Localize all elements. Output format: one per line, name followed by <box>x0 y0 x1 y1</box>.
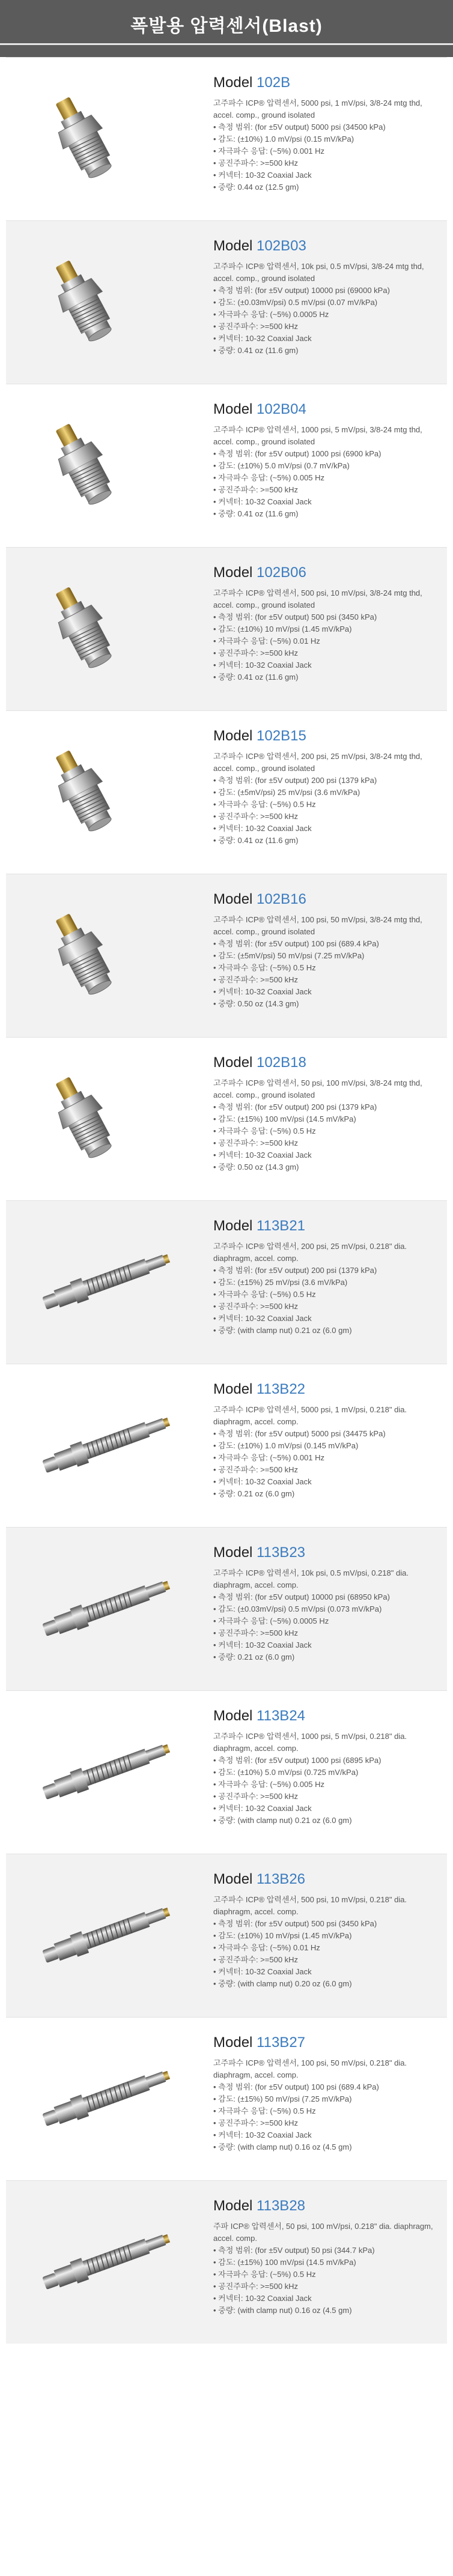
spec-item: • 자극파수 응답: (~5%) 0.5 Hz <box>213 2269 442 2281</box>
product-description-block <box>213 97 442 193</box>
product-description: 고주파수 ICP® 압력센서, 10k psi, 0.5 mV/psi, 3/8-24 mtg thd, accel. comp., ground isolated <box>213 262 424 283</box>
model-code: 102B18 <box>257 1054 306 1071</box>
spec-list <box>213 2245 442 2317</box>
spec-item: • 감도: (±15%) 25 mV/psi (3.6 mV/kPa) <box>213 1277 442 1289</box>
sensor-image <box>29 1062 149 1179</box>
spec-item: • 공진주파수: >=500 kHz <box>213 321 442 333</box>
spec-list <box>213 1918 442 1990</box>
spec-item: • 중량: 0.41 oz (11.6 gm) <box>213 835 442 847</box>
spec-item: • 커넥터: 10-32 Coaxial Jack <box>213 1639 442 1651</box>
header-divider <box>0 43 453 45</box>
spec-item: • 커넥터: 10-32 Coaxial Jack <box>213 1476 442 1488</box>
sensor-image <box>29 408 149 525</box>
spec-item: • 자극파수 응답: (~5%) 0.0005 Hz <box>213 1615 442 1627</box>
spec-item: • 측정 범위: (for ±5V output) 1000 psi (6900 kPa) <box>213 448 442 460</box>
product-description: 고주파수 ICP® 압력센서, 200 psi, 25 mV/psi, 0.218" dia. diaphragm, accel. comp. <box>213 1242 407 1263</box>
model-heading <box>213 238 306 255</box>
model-heading <box>213 564 306 581</box>
spec-item: • 공진주파수: >=500 kHz <box>213 2281 442 2293</box>
spec-item: • 측정 범위: (for ±5V output) 5000 psi (34475 kPa) <box>213 1428 442 1440</box>
model-prefix: Model <box>213 891 257 907</box>
spec-item: • 중량: 0.41 oz (11.6 gm) <box>213 508 442 520</box>
probe-pressure-sensor-icon <box>29 1388 185 1502</box>
product-description-block <box>213 587 442 683</box>
model-heading <box>213 2198 305 2215</box>
spec-item: • 측정 범위: (for ±5V output) 100 psi (689.4 kPa) <box>213 2081 442 2093</box>
spec-item: • 감도: (±15%) 50 mV/psi (7.25 mV/kPa) <box>213 2093 442 2105</box>
model-heading <box>213 1544 305 1561</box>
spec-item: • 감도: (±5mV/psi) 50 mV/psi (7.25 mV/kPa) <box>213 950 442 962</box>
sensor-image <box>29 245 149 362</box>
model-code: 113B21 <box>257 1218 306 1234</box>
spec-item: • 자극파수 응답: (~5%) 0.001 Hz <box>213 1452 442 1464</box>
spec-item: • 중량: 0.50 oz (14.3 gm) <box>213 998 442 1010</box>
spec-item: • 자극파수 응답: (~5%) 0.5 Hz <box>213 1289 442 1301</box>
model-heading <box>213 1708 305 1725</box>
spec-item: • 중량: 0.21 oz (6.0 gm) <box>213 1651 442 1663</box>
spec-item: • 커넥터: 10-32 Coaxial Jack <box>213 1149 442 1161</box>
product-card-102b <box>6 57 447 220</box>
product-description: 고주파수 ICP® 압력센서, 100 psi, 50 mV/psi, 3/8-24 mtg thd, accel. comp., ground isolated <box>213 915 422 936</box>
spec-item: • 측정 범위: (for ±5V output) 200 psi (1379 kPa) <box>213 775 442 787</box>
product-description: 고주파수 ICP® 압력센서, 10k psi, 0.5 mV/psi, 0.218" dia. diaphragm, accel. comp. <box>213 1568 409 1589</box>
model-code: 102B15 <box>257 728 306 744</box>
product-card-102b03 <box>6 220 447 384</box>
product-description: 고주파수 ICP® 압력센서, 500 psi, 10 mV/psi, 0.218" dia. diaphragm, accel. comp. <box>213 1895 407 1916</box>
spec-item: • 커넥터: 10-32 Coaxial Jack <box>213 333 442 345</box>
product-description: 고주파수 ICP® 압력센서, 50 psi, 100 mV/psi, 3/8-24 mtg thd, accel. comp., ground isolated <box>213 1078 422 1099</box>
model-prefix: Model <box>213 2034 257 2051</box>
model-prefix: Model <box>213 401 257 417</box>
spec-item: • 공진주파수: >=500 kHz <box>213 2117 442 2129</box>
spec-list <box>213 1428 442 1500</box>
model-prefix: Model <box>213 728 257 744</box>
model-code: 113B28 <box>257 2198 306 2214</box>
spec-item: • 커넥터: 10-32 Coaxial Jack <box>213 496 442 508</box>
model-code: 102B <box>257 74 291 91</box>
spec-item: • 커넥터: 10-32 Coaxial Jack <box>213 1803 442 1815</box>
spec-item: • 감도: (±10%) 5.0 mV/psi (0.7 mV/kPa) <box>213 460 442 472</box>
probe-pressure-sensor-icon <box>29 2205 185 2319</box>
spec-list <box>213 1591 442 1663</box>
spec-item: • 커넥터: 10-32 Coaxial Jack <box>213 1313 442 1325</box>
spec-item: • 커넥터: 10-32 Coaxial Jack <box>213 659 442 671</box>
spec-item: • 공진주파수: >=500 kHz <box>213 1464 442 1476</box>
threaded-pressure-sensor-icon <box>29 82 149 196</box>
spec-item: • 측정 범위: (for ±5V output) 10000 psi (68950 kPa) <box>213 1591 442 1603</box>
threaded-pressure-sensor-icon <box>29 898 149 1012</box>
spec-item: • 공진주파수: >=500 kHz <box>213 974 442 986</box>
spec-item: • 자극파수 응답: (~5%) 0.5 Hz <box>213 799 442 811</box>
spec-item: • 측정 범위: (for ±5V output) 100 psi (689.4 kPa) <box>213 938 442 950</box>
product-description-block <box>213 1077 442 1173</box>
product-description-block <box>213 1894 442 1990</box>
model-prefix: Model <box>213 238 257 254</box>
model-heading <box>213 1054 306 1071</box>
model-code: 113B24 <box>257 1708 306 1724</box>
product-description: 고주파수 ICP® 압력센서, 1000 psi, 5 mV/psi, 0.218" dia. diaphragm, accel. comp. <box>213 1732 407 1753</box>
sensor-image <box>29 572 149 689</box>
threaded-pressure-sensor-icon <box>29 408 149 522</box>
model-code: 102B04 <box>257 401 306 417</box>
spec-item: • 측정 범위: (for ±5V output) 50 psi (344.7 kPa) <box>213 2245 442 2257</box>
spec-item: • 커넥터: 10-32 Coaxial Jack <box>213 2129 442 2141</box>
product-card-113b26 <box>6 1854 447 2017</box>
sensor-image <box>29 1878 185 1995</box>
product-description-block <box>213 1567 442 1663</box>
model-code: 102B06 <box>257 564 306 581</box>
threaded-pressure-sensor-icon <box>29 735 149 849</box>
product-description-block <box>213 424 442 520</box>
model-code: 113B22 <box>257 1381 306 1397</box>
model-heading <box>213 891 306 908</box>
product-description-block <box>213 1404 442 1500</box>
spec-item: • 감도: (±10%) 10 mV/psi (1.45 mV/kPa) <box>213 1930 442 1942</box>
spec-list <box>213 1101 442 1173</box>
model-code: 113B26 <box>257 1871 306 1887</box>
spec-item: • 자극파수 응답: (~5%) 0.0005 Hz <box>213 309 442 321</box>
model-heading <box>213 1871 305 1888</box>
spec-list <box>213 938 442 1010</box>
sensor-image <box>29 1225 185 1342</box>
sensor-image <box>29 82 149 199</box>
product-description-block <box>213 1241 442 1337</box>
spec-item: • 자극파수 응답: (~5%) 0.005 Hz <box>213 1779 442 1791</box>
product-card-102b18 <box>6 1037 447 1200</box>
spec-item: • 공진주파수: >=500 kHz <box>213 1954 442 1966</box>
spec-list <box>213 448 442 520</box>
model-prefix: Model <box>213 1871 257 1887</box>
spec-item: • 커넥터: 10-32 Coaxial Jack <box>213 986 442 998</box>
model-prefix: Model <box>213 1381 257 1397</box>
product-description: 주파 ICP® 압력센서, 50 psi, 100 mV/psi, 0.218" dia. diaphragm, accel. comp. <box>213 2222 433 2243</box>
spec-item: • 중량: 0.41 oz (11.6 gm) <box>213 345 442 357</box>
spec-list <box>213 1755 442 1827</box>
spec-item: • 중량: (with clamp nut) 0.20 oz (6.0 gm) <box>213 1978 442 1990</box>
spec-item: • 공진주파수: >=500 kHz <box>213 1137 442 1149</box>
spec-item: • 측정 범위: (for ±5V output) 200 psi (1379 kPa) <box>213 1265 442 1277</box>
spec-list <box>213 121 442 193</box>
model-prefix: Model <box>213 2198 257 2214</box>
product-description-block <box>213 1731 442 1827</box>
sensor-image <box>29 1715 185 1832</box>
probe-pressure-sensor-icon <box>29 1225 185 1339</box>
sensor-image <box>29 1552 185 1669</box>
spec-list <box>213 285 442 357</box>
product-card-113b23 <box>6 1527 447 1690</box>
sensor-image <box>29 1388 185 1505</box>
spec-item: • 공진주파수: >=500 kHz <box>213 1791 442 1803</box>
spec-item: • 공진주파수: >=500 kHz <box>213 1301 442 1313</box>
product-card-113b21 <box>6 1200 447 1364</box>
spec-item: • 중량: 0.41 oz (11.6 gm) <box>213 671 442 683</box>
sensor-image <box>29 898 149 1015</box>
spec-item: • 측정 범위: (for ±5V output) 200 psi (1379 kPa) <box>213 1101 442 1113</box>
spec-item: • 공진주파수: >=500 kHz <box>213 157 442 169</box>
model-heading <box>213 401 306 418</box>
product-card-113b24 <box>6 1690 447 1854</box>
model-code: 113B23 <box>257 1544 306 1561</box>
spec-item: • 커넥터: 10-32 Coaxial Jack <box>213 169 442 181</box>
model-code: 113B27 <box>257 2034 306 2051</box>
model-prefix: Model <box>213 1054 257 1071</box>
spec-item: • 측정 범위: (for ±5V output) 500 psi (3450 kPa) <box>213 611 442 623</box>
sensor-image <box>29 2042 185 2159</box>
product-card-102b15 <box>6 710 447 874</box>
product-description: 고주파수 ICP® 압력센서, 500 psi, 10 mV/psi, 3/8-24 mtg thd, accel. comp., ground isolated <box>213 588 422 609</box>
product-description: 고주파수 ICP® 압력센서, 5000 psi, 1 mV/psi, 3/8-24 mtg thd, accel. comp., ground isolated <box>213 98 422 119</box>
spec-item: • 측정 범위: (for ±5V output) 500 psi (3450 kPa) <box>213 1918 442 1930</box>
spec-item: • 측정 범위: (for ±5V output) 10000 psi (69000 kPa) <box>213 285 442 297</box>
spec-item: • 자극파수 응답: (~5%) 0.01 Hz <box>213 635 442 647</box>
spec-item: • 커넥터: 10-32 Coaxial Jack <box>213 823 442 835</box>
spec-item: • 감도: (±15%) 100 mV/psi (14.5 mV/kPa) <box>213 2257 442 2269</box>
spec-list <box>213 2081 442 2153</box>
spec-item: • 측정 범위: (for ±5V output) 5000 psi (34500 kPa) <box>213 121 442 133</box>
spec-item: • 자극파수 응답: (~5%) 0.01 Hz <box>213 1942 442 1954</box>
product-description-block <box>213 751 442 847</box>
model-prefix: Model <box>213 1544 257 1561</box>
product-description: 고주파수 ICP® 압력센서, 5000 psi, 1 mV/psi, 0.218" dia. diaphragm, accel. comp. <box>213 1405 407 1426</box>
product-card-102b16 <box>6 874 447 1037</box>
spec-item: • 공진주파수: >=500 kHz <box>213 484 442 496</box>
spec-list <box>213 611 442 683</box>
spec-item: • 측정 범위: (for ±5V output) 1000 psi (6895 kPa) <box>213 1755 442 1767</box>
model-heading <box>213 74 290 91</box>
spec-item: • 커넥터: 10-32 Coaxial Jack <box>213 1966 442 1978</box>
product-card-102b04 <box>6 384 447 547</box>
spec-item: • 감도: (±10%) 10 mV/psi (1.45 mV/kPa) <box>213 623 442 635</box>
spec-item: • 감도: (±0.03mV/psi) 0.5 mV/psi (0.07 mV/kPa) <box>213 297 442 309</box>
spec-item: • 공진주파수: >=500 kHz <box>213 1627 442 1639</box>
spec-item: • 자극파수 응답: (~5%) 0.005 Hz <box>213 472 442 484</box>
spec-item: • 공진주파수: >=500 kHz <box>213 647 442 659</box>
spec-item: • 중량: (with clamp nut) 0.21 oz (6.0 gm) <box>213 1815 442 1827</box>
product-description-block <box>213 261 442 357</box>
probe-pressure-sensor-icon <box>29 1878 185 1992</box>
model-heading <box>213 1218 305 1235</box>
product-description: 고주파수 ICP® 압력센서, 100 psi, 50 mV/psi, 0.218" dia. diaphragm, accel. comp. <box>213 2058 407 2079</box>
spec-item: • 중량: (with clamp nut) 0.16 oz (4.5 gm) <box>213 2305 442 2317</box>
spec-item: • 중량: 0.21 oz (6.0 gm) <box>213 1488 442 1500</box>
spec-item: • 감도: (±0.03mV/psi) 0.5 mV/psi (0.073 mV/kPa) <box>213 1603 442 1615</box>
product-card-113b22 <box>6 1364 447 1527</box>
model-code: 102B16 <box>257 891 306 907</box>
probe-pressure-sensor-icon <box>29 2042 185 2156</box>
page-title: 폭발용 압력센서(Blast) <box>130 16 323 36</box>
spec-item: • 감도: (±10%) 1.0 mV/psi (0.145 mV/kPa) <box>213 1440 442 1452</box>
spec-item: • 자극파수 응답: (~5%) 0.001 Hz <box>213 145 442 157</box>
spec-item: • 감도: (±15%) 100 mV/psi (14.5 mV/kPa) <box>213 1113 442 1125</box>
product-description: 고주파수 ICP® 압력센서, 200 psi, 25 mV/psi, 3/8-24 mtg thd, accel. comp., ground isolated <box>213 752 422 773</box>
spec-item: • 감도: (±10%) 1.0 mV/psi (0.15 mV/kPa) <box>213 133 442 145</box>
product-description-block <box>213 2057 442 2153</box>
spec-list <box>213 775 442 847</box>
sensor-image <box>29 735 149 852</box>
probe-pressure-sensor-icon <box>29 1715 185 1829</box>
product-description-block <box>213 914 442 1010</box>
model-heading <box>213 728 306 745</box>
spec-item: • 커넥터: 10-32 Coaxial Jack <box>213 2293 442 2305</box>
spec-item: • 중량: (with clamp nut) 0.16 oz (4.5 gm) <box>213 2141 442 2153</box>
product-card-113b28 <box>6 2180 447 2344</box>
page-header <box>0 0 453 57</box>
probe-pressure-sensor-icon <box>29 1552 185 1666</box>
threaded-pressure-sensor-icon <box>29 245 149 359</box>
model-heading <box>213 2034 305 2051</box>
spec-item: • 중량: (with clamp nut) 0.21 oz (6.0 gm) <box>213 1325 442 1337</box>
spec-item: • 중량: 0.50 oz (14.3 gm) <box>213 1161 442 1173</box>
spec-item: • 공진주파수: >=500 kHz <box>213 811 442 823</box>
spec-item: • 중량: 0.44 oz (12.5 gm) <box>213 181 442 193</box>
spec-item: • 자극파수 응답: (~5%) 0.5 Hz <box>213 962 442 974</box>
model-heading <box>213 1381 305 1398</box>
spec-list <box>213 1265 442 1337</box>
sensor-image <box>29 2205 185 2322</box>
product-description: 고주파수 ICP® 압력센서, 1000 psi, 5 mV/psi, 3/8-24 mtg thd, accel. comp., ground isolated <box>213 425 422 446</box>
spec-item: • 감도: (±5mV/psi) 25 mV/psi (3.6 mV/kPa) <box>213 787 442 799</box>
model-prefix: Model <box>213 564 257 581</box>
model-prefix: Model <box>213 1708 257 1724</box>
spec-item: • 자극파수 응답: (~5%) 0.5 Hz <box>213 2105 442 2117</box>
spec-item: • 자극파수 응답: (~5%) 0.5 Hz <box>213 1125 442 1137</box>
model-prefix: Model <box>213 74 257 91</box>
product-card-102b06 <box>6 547 447 710</box>
threaded-pressure-sensor-icon <box>29 1062 149 1176</box>
threaded-pressure-sensor-icon <box>29 572 149 686</box>
product-description-block <box>213 2221 442 2317</box>
model-code: 102B03 <box>257 238 306 254</box>
spec-item: • 감도: (±10%) 5.0 mV/psi (0.725 mV/kPa) <box>213 1767 442 1779</box>
product-card-113b27 <box>6 2017 447 2180</box>
model-prefix: Model <box>213 1218 257 1234</box>
